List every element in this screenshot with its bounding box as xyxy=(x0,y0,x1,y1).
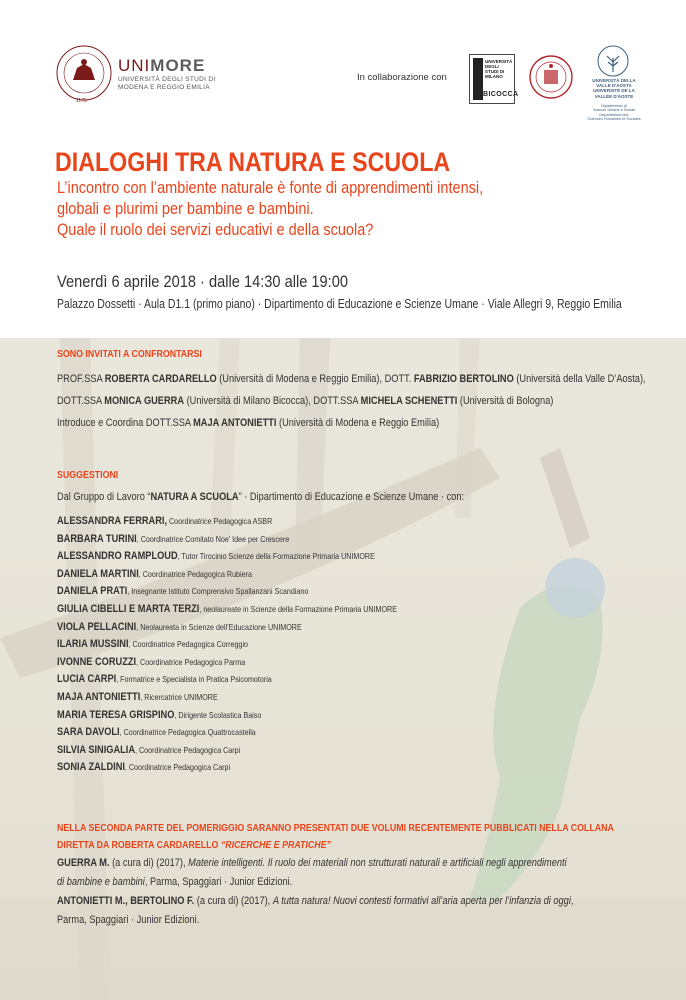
event-date: Venerdì 6 aprile 2018 · dalle 14:30 alle 19:00 xyxy=(57,272,349,291)
suggestion-person: DANIELA MARTINI, Coordinatrice Pedagogica Rubiera xyxy=(57,567,252,580)
seal-year: 1175 xyxy=(76,98,87,104)
suggestion-person: DANIELA PRATI, Insegnante Istituto Comprensivo Spallanzani Scandiano xyxy=(57,585,309,598)
invited-line-3: Introduce e Coordina DOTT.SSA MAJA ANTONIETTI (Università di Modena e Reggio Emilia) xyxy=(57,417,440,429)
event-place: Palazzo Dossetti · Aula D1.1 (primo piano) · Dipartimento di Educazione e Scienze Umane · Viale Allegri 9, Reggio Emilia xyxy=(57,297,622,311)
bologna-seal-logo xyxy=(528,54,574,100)
aosta-tree-logo xyxy=(596,44,630,78)
aosta-name: UNIVERSITÀ DELLA VALLE D'AOSTA UNIVERSITÉ DE LA VALLÉE D'AOSTE xyxy=(592,78,636,99)
book-1-line-1: GUERRA M. (a cura di) (2017), Materie intelligenti. Il ruolo dei materiali non strutturati naturali e artificiali negli apprendimenti xyxy=(57,857,567,869)
suggestion-person: MAJA ANTONIETTI, Ricercatrice UNIMORE xyxy=(57,691,218,703)
suggestion-person: GIULIA CIBELLI E MARTA TERZI, neolaureate in Scienze della Formazione Primaria UNIMORE xyxy=(57,603,397,615)
suggestion-person: IVONNE CORUZZI, Coordinatrice Pedagogica Parma xyxy=(57,655,246,668)
suggestions-intro: Dal Gruppo di Lavoro “NATURA A SCUOLA” · Dipartimento di Educazione e Scienze Umane · con: xyxy=(57,491,465,503)
invited-line-1: PROF.SSA ROBERTA CARDARELLO (Università di Modena e Reggio Emilia), DOTT. FABRIZIO BERTOLINO (Università della Valle D’Aosta), xyxy=(57,373,646,385)
suggestions-heading: SUGGESTIONI xyxy=(57,469,119,481)
second-part-heading: NELLA SECONDA PARTE DEL POMERIGGIO SARANNO PRESENTATI DUE VOLUMI RECENTEMENTE PUBBLICATI NELLA COLLANA xyxy=(57,822,614,834)
second-part-heading-2: DIRETTA DA ROBERTA CARDARELLO “RICERCHE E PRATICHE” xyxy=(57,839,331,851)
suggestion-person: BARBARA TURINI, Coordinatrice Comitato Noe’ Idee per Crescere xyxy=(57,532,290,545)
invited-line-2: DOTT.SSA MONICA GUERRA (Università di Milano Bicocca), DOTT.SSA MICHELA SCHENETTI (Università di Bologna) xyxy=(57,395,554,407)
book-2-line-2: Parma, Spaggiari · Junior Edizioni. xyxy=(57,914,200,926)
bicocca-logo: UNIVERSITÀ DEGLI STUDI DI MILANO BICOCCA xyxy=(469,54,515,104)
event-subtitle: L’incontro con l’ambiente naturale è fonte di apprendimenti intensi, globali e plurimi per bambine e bambini. Quale il ruolo dei servizi educativi e della scuola? xyxy=(57,179,484,239)
unimore-subtitle: UNIVERSITÀ DEGLI STUDI DI MODENA E REGGIO EMILIA xyxy=(118,76,216,91)
book-2-line-1: ANTONIETTI M., BERTOLINO F. (a cura di) (2017), A tutta natura! Nuovi contesti formativi all’aria aperta per l’infanzia di oggi, xyxy=(57,895,574,907)
suggestion-person: ILARIA MUSSINI, Coordinatrice Pedagogica Correggio xyxy=(57,638,249,651)
suggestion-person: SILVIA SINIGALIA, Coordinatrice Pedagogica Carpi xyxy=(57,743,241,756)
suggestion-person: ALESSANDRA FERRARI, Coordinatrice Pedagogica ASBR xyxy=(57,515,273,527)
unimore-wordmark: UNIMORE xyxy=(118,56,206,75)
suggestion-person: SARA DAVOLI, Coordinatrice Pedagogica Quattrocastella xyxy=(57,726,256,739)
unimore-seal-logo xyxy=(55,44,113,102)
suggestion-person: SONIA ZALDINI, Coordinatrice Pedagogica Carpi xyxy=(57,761,231,774)
invited-heading: SONO INVITATI A CONFRONTARSI xyxy=(57,348,202,360)
suggestion-person: ALESSANDRO RAMPLOUD, Tutor Tirocinio Scienze della Formazione Primaria UNIMORE xyxy=(57,550,375,563)
suggestion-person: MARIA TERESA GRISPINO, Dirigente Scolastica Baiso xyxy=(57,708,262,721)
suggestion-person: LUCIA CARPI, Formatrice e Specialista in Pratica Psicomotoria xyxy=(57,673,272,686)
book-1-line-2: di bambine e bambini, Parma, Spaggiari · Junior Edizioni. xyxy=(57,876,293,888)
event-title: DIALOGHI TRA NATURA E SCUOLA xyxy=(55,147,451,177)
aosta-department: Dipartimento di Scienze Umane e Sociali Département des Sciences Humaines et Sociales xyxy=(587,104,641,122)
collaboration-label: In collaborazione con xyxy=(357,72,447,83)
suggestion-person: VIOLA PELLACINI, Neolaureata in Scienze dell’Educazione UNIMORE xyxy=(57,620,302,633)
